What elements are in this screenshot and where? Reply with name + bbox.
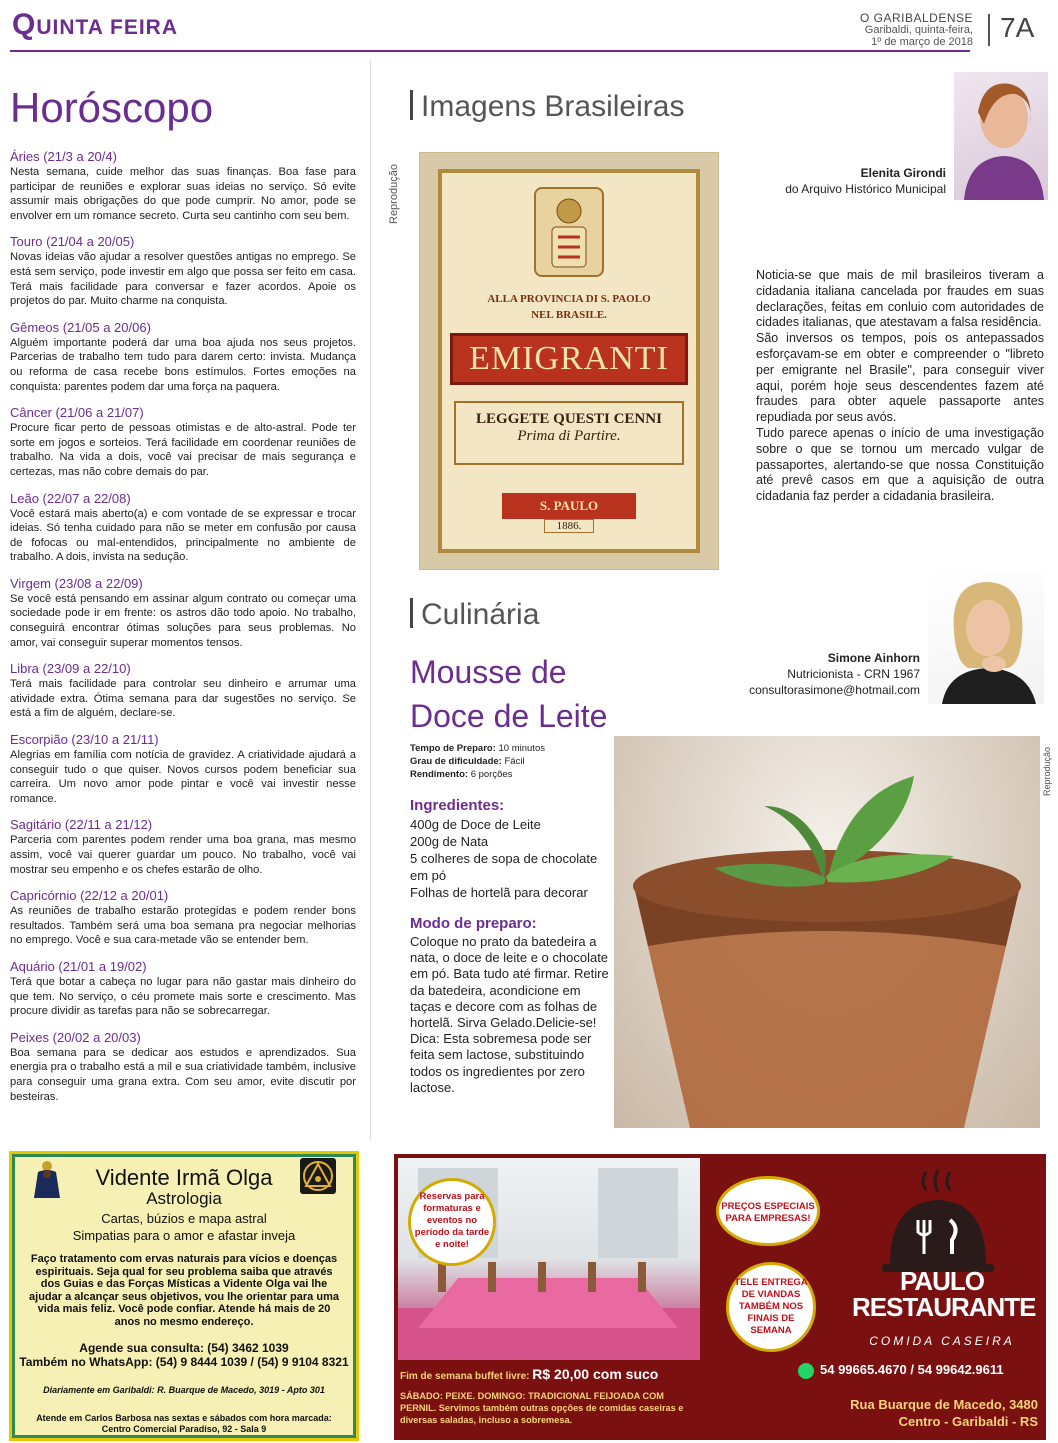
sign-name: Leão (22/07 a 22/08) xyxy=(10,490,131,506)
horoscope-sign xyxy=(10,319,356,394)
page-number: 7A xyxy=(1000,12,1035,43)
sign-text: Procure ficar perto de pessoas otimistas e de alto-astral. Pode ter sorte em jogos e sorteios. Terá facilidade em coordenar reuniões de trabalho. Na vida a dois, você vai precisar de mais segurança e certezas, mas não cobre demais do par. xyxy=(10,422,356,478)
ad-line: Cartas, búzios e mapa astral xyxy=(101,1211,267,1226)
header-separator xyxy=(988,14,990,46)
photo-credit: Reprodução xyxy=(388,164,400,224)
sign-text: Novas ideias vão ajudar a resolver questões antigas no emprego. Se está sem serviço, pode investir em algo que possa ser feito em casa. Terá mais facilidade para conversar e fazer acordos. Apoie os projetos do par. Muito charme na conquista. xyxy=(10,251,356,308)
sign-name: Touro (21/04 a 20/05) xyxy=(10,234,135,250)
section-word-1: UINTA xyxy=(36,16,110,39)
sign-name: Aquário (21/01 a 19/02) xyxy=(10,958,147,974)
method-tip: Dica: Esta sobremesa pode ser feita sem lactose, substituindo todos os ingredientes por zero lactose. xyxy=(410,1031,592,1095)
meta-label: Grau de dificuldade: xyxy=(410,756,502,767)
buffet-offer xyxy=(400,1366,658,1382)
poster-province xyxy=(442,291,696,323)
sign-name: Libra (23/09 a 22/10) xyxy=(10,661,131,677)
sign-name: Áries (21/3 a 20/4) xyxy=(10,149,117,164)
tele-entrega-bubble: TELE ENTREGA DE VIANDAS TAMBÉM NOS FINAIS DE SEMANA xyxy=(726,1262,816,1352)
crest-icon xyxy=(534,187,604,277)
column-divider xyxy=(370,60,371,1140)
poster-read-line-1: LEGGETE QUESTI CENNI xyxy=(476,411,662,427)
sign-text: Terá mais facilidade para controlar seu dinheiro e arrumar uma atividade extra. Ótima semana para dar sugestões no serviço. Se está a fim de alguém, declare-se. xyxy=(10,678,356,720)
poster-headline: EMIGRANTI xyxy=(469,340,669,377)
photo-credit: Reprodução xyxy=(1042,746,1052,796)
restaurant-tagline: COMIDA CASEIRA xyxy=(869,1334,1015,1348)
cloche-icon xyxy=(880,1168,996,1278)
ad-address-2: Atende em Carlos Barbosa nas sextas e sábados com hora marcada: xyxy=(36,1412,332,1423)
poster-read-line-2: Prima di Partire. xyxy=(517,428,621,444)
ad-line: Simpatias para o amor e afastar inveja xyxy=(72,1228,296,1243)
article-paragraph: Noticia-se que mais de mil brasileiros tiveram a cidadania italiana cancelada por fraudes em suas declarações, feitas em conluio com autoridades de cidades italianas, que atestavam a falsa residência. xyxy=(756,268,1044,330)
author-email: consultorasimone@hotmail.com xyxy=(749,683,920,697)
author-byline-simone xyxy=(749,650,920,698)
horoscope-sign xyxy=(10,233,356,308)
section-word-2: FEIRA xyxy=(110,16,178,39)
ad-title: Vidente Irmã Olga xyxy=(95,1165,273,1190)
author-byline-elenita xyxy=(785,165,946,197)
horoscope-sign xyxy=(10,148,356,223)
horoscope-sign xyxy=(10,958,356,1019)
culinaria-title-text: Culinária xyxy=(421,598,540,631)
horoscope-title: Horóscopo xyxy=(10,84,214,131)
precos-bubble: PREÇOS ESPECIAIS PARA EMPRESAS! xyxy=(716,1176,820,1246)
reservas-bubble: Reservas para formaturas e eventos no período da tarde e noite! xyxy=(408,1178,496,1266)
method-heading: Modo de preparo: xyxy=(410,915,537,932)
poster-read-box xyxy=(454,401,684,465)
sign-name: Câncer (21/06 a 21/07) xyxy=(10,405,144,421)
poster-province-line-1: ALLA PROVINCIA DI S. PAOLO xyxy=(487,293,651,305)
restaurant-name-1: PAULO xyxy=(899,1266,985,1296)
restaurant-name-2: RESTAURANTE xyxy=(852,1292,1036,1322)
whatsapp-icon xyxy=(798,1363,814,1379)
article-paragraph: São inversos os tempos, pois os antepassados esforçavam-se em obter e compreender o "libreto per emigrante nel Brasile", para conseguir viver aqui, porém hoje seus descendentes fazem até fraudes para obter aquele passaporte antes repudiada por seus avós. xyxy=(756,331,1044,425)
recipe-meta-difficulty xyxy=(410,755,545,768)
ingredients-list xyxy=(410,816,610,901)
horoscope-sign xyxy=(10,404,356,479)
sign-text: As reuniões de trabalho estarão protegidas e podem render bons resultados. Também será uma boa semana pra negociar melhorias no emprego. Você e sua cara-metade vão se entender bem. xyxy=(10,905,356,947)
sign-name: Virgem (23/08 a 22/09) xyxy=(10,575,143,591)
sign-text: Alguém importante poderá dar uma boa ajuda nos seus projetos. Parcerias de trabalho tem tudo para darem certo: invista. Mudança ou reforma de casa recebe bons estímulos. Fortes emoções na conquista: parentes podem dar uma força na paquera. xyxy=(10,336,356,393)
ad-address: Diariamente em Garibaldi: R. Buarque de Macedo, 3019 - Apto 301 xyxy=(43,1384,325,1395)
recipe-meta-yield xyxy=(410,768,545,781)
sign-text: Nesta semana, cuide melhor das suas finanças. Boa fase para participar de reuniões e explorar suas ideias no serviço. Só evite assumir mais obrigações do que pode cumprir. No amor, pode se envolver em um romance secreto. Curta seu cantinho com seu bem. xyxy=(10,166,356,222)
poster-frame xyxy=(438,169,700,553)
ingredient-item: 5 colheres de sopa de chocolate em pó xyxy=(410,851,598,883)
ingredient-item: 400g de Doce de Leite xyxy=(410,817,541,832)
author-photo-elenita xyxy=(954,72,1048,200)
address-line-2: Centro - Garibaldi - RS xyxy=(898,1414,1038,1429)
horoscope-sign xyxy=(10,1029,356,1104)
poster-headline-band xyxy=(450,333,688,385)
sign-name: Sagitário (22/11 a 21/12) xyxy=(10,817,153,833)
culinaria-title xyxy=(410,598,539,632)
horoscope-sign xyxy=(10,887,356,948)
recipe-meta-time xyxy=(410,742,545,755)
author-role: do Arquivo Histórico Municipal xyxy=(785,182,946,196)
ingredients-heading: Ingredientes: xyxy=(410,797,505,814)
section-initial: Q xyxy=(12,8,37,41)
emigranti-poster-image xyxy=(419,152,719,570)
sign-text: Boa semana para se dedicar aos estudos e aprendizados. Sua energia pra o trabalho está a mil e sua criatividade também, inclusive para conseguir uma grana extra. Com seu amor, evite discutir por besteiras. xyxy=(10,1046,356,1103)
ad-subtitle: Astrologia xyxy=(146,1189,222,1208)
address-line-1: Rua Buarque de Macedo, 3480 xyxy=(850,1397,1038,1412)
horoscope-sign xyxy=(10,731,356,806)
recipe-title-line-1: Mousse de xyxy=(410,654,567,690)
buffet-price: R$ 20,00 com suco xyxy=(532,1366,659,1382)
restaurant-phone: 54 99665.4670 / 54 99642.9611 xyxy=(820,1362,1004,1377)
method-text xyxy=(410,934,610,1096)
title-bar xyxy=(410,90,413,120)
paper-name: O GARIBALDENSE xyxy=(859,11,973,25)
sign-name: Gêmeos (21/05 a 20/06) xyxy=(10,319,151,335)
mousse-photo-image xyxy=(614,736,1040,1128)
imagens-article-body xyxy=(756,268,1044,505)
author-name: Elenita Girondi xyxy=(860,166,946,180)
article-paragraph: Tudo parece apenas o início de uma investigação sobre o que se tornou um mercado vulgar de passaportes, alertando-se que nossa Constituição até prevê casos em que a aquisição de outra cidadania faz perder a cidadania brasileira. xyxy=(756,425,1044,504)
mystic-eye-icon xyxy=(300,1158,336,1194)
menu-info: SÁBADO: PEIXE. DOMINGO: TRADICIONAL FEIJOADA COM PERNIL. Servimos também outras opções de comidas caseiras e diversas saladas, incluso a sobremesa. xyxy=(400,1391,684,1425)
horoscope-sign xyxy=(10,490,356,565)
horoscope-list xyxy=(10,148,356,1114)
recipe-meta xyxy=(410,742,545,781)
method-steps: Coloque no prato da batedeira a nata, o doce de leite e o chocolate em pó. Bata tudo até firmar. Retire da batedeira, acondicione em taças e decore com as folhas de hortelã. Sirva Gelado.Delicie-se! xyxy=(410,934,609,1031)
horoscope-sign xyxy=(10,816,356,877)
poster-province-line-2: NEL BRASILE. xyxy=(531,309,607,321)
restaurant-name xyxy=(852,1266,1036,1322)
meta-value: Fácil xyxy=(501,756,525,767)
section-title xyxy=(12,8,178,42)
title-bar xyxy=(410,598,413,628)
ad-whatsapp: Também no WhatsApp: (54) 9 8444 1039 / (54) 9 9104 8321 xyxy=(19,1354,349,1369)
author-role: Nutricionista - CRN 1967 xyxy=(787,667,920,681)
masthead-info xyxy=(860,12,973,48)
ad-address-3: Centro Comercial Paradiso, 92 - Sala 9 xyxy=(101,1423,267,1434)
restaurant-address xyxy=(850,1396,1038,1430)
sign-name: Escorpião (23/10 a 21/11) xyxy=(10,732,159,748)
ad-phone: Agende sua consulta: (54) 3462 1039 xyxy=(79,1340,289,1355)
sign-text: Se você está pensando em assinar algum contrato ou começar uma sociedade pode ir em frente: os astros dão todo apoio. No trabalho, conseguirá encontrar ótimas soluções para seus problemas. No amor, vai conseguir superar momentos tensos. xyxy=(10,592,356,649)
sign-name: Peixes (20/02 a 20/03) xyxy=(10,1029,141,1045)
meta-label: Tempo de Preparo: xyxy=(410,743,496,754)
ad-body: Faço tratamento com ervas naturais para vícios e doenças espirituais. Seja qual for seu problema saiba que através dos Guias e das Forças Místicas a Vidente Olga vai lhe ajudar a alcançar seus objetivos, vou lhe orientar para uma vida mais feliz. Você pode confiar. Atende há mais de 20 anos no mesmo endereço. xyxy=(29,1253,339,1328)
ingredient-item: 200g de Nata xyxy=(410,834,489,849)
header-divider xyxy=(10,50,970,52)
meta-value: 6 porções xyxy=(468,769,513,780)
recipe-title xyxy=(410,650,607,738)
imagens-title xyxy=(410,90,684,124)
recipe-title-line-2: Doce de Leite xyxy=(410,698,608,734)
buffet-label: Fim de semana buffet livre: xyxy=(400,1371,533,1382)
meta-value: 10 minutos xyxy=(495,743,545,754)
sign-text: Terá que botar a cabeça no lugar para não gastar mais dinheiro do que tem. No serviço, o céu promete mais sorte e crescimento. Mas procure dividir as tarefas para não se sobrecarregar. xyxy=(10,975,356,1018)
date-line-1: Garibaldi, quinta-feira, xyxy=(864,24,973,36)
imagens-title-text: Imagens Brasileiras xyxy=(421,90,685,123)
sign-name: Capricórnio (22/12 a 20/01) xyxy=(10,888,169,904)
meta-label: Rendimento: xyxy=(410,769,469,780)
sign-text: Parceria com parentes podem render uma boa grana, mas mesmo assim, você vai querer guardar um pouco. No trabalho, você vai mostrar seu empenho e os chefes estarão de olho. xyxy=(10,834,356,876)
poster-city: S. PAULO xyxy=(502,493,636,519)
sign-text: Você estará mais aberto(a) e com vontade de se expressar e trocar ideias. Só tenha cuidado para não se meter em confusão por causa de fofocas ou mal-entendidos, principalmente no ambiente de trabalho. A dois, invista na sedução. xyxy=(10,507,356,564)
poster-year: 1886. xyxy=(544,519,594,533)
horoscope-sign xyxy=(10,660,356,721)
ingredient-item: Folhas de hortelã para decorar xyxy=(410,885,588,900)
horoscope-sign xyxy=(10,575,356,650)
author-photo-simone xyxy=(928,572,1044,704)
date-line-2: 1º de março de 2018 xyxy=(871,36,973,48)
author-name: Simone Ainhorn xyxy=(827,651,920,665)
saint-figure-icon xyxy=(30,1160,64,1200)
sign-text: Alegrias em família com notícia de gravidez. A criatividade ajudará a conseguir tudo o que quiser. Novos cursos podem beneficiar sua carreira. Um novo amor pode pintar e você vai investir nesse romance. xyxy=(10,749,356,805)
